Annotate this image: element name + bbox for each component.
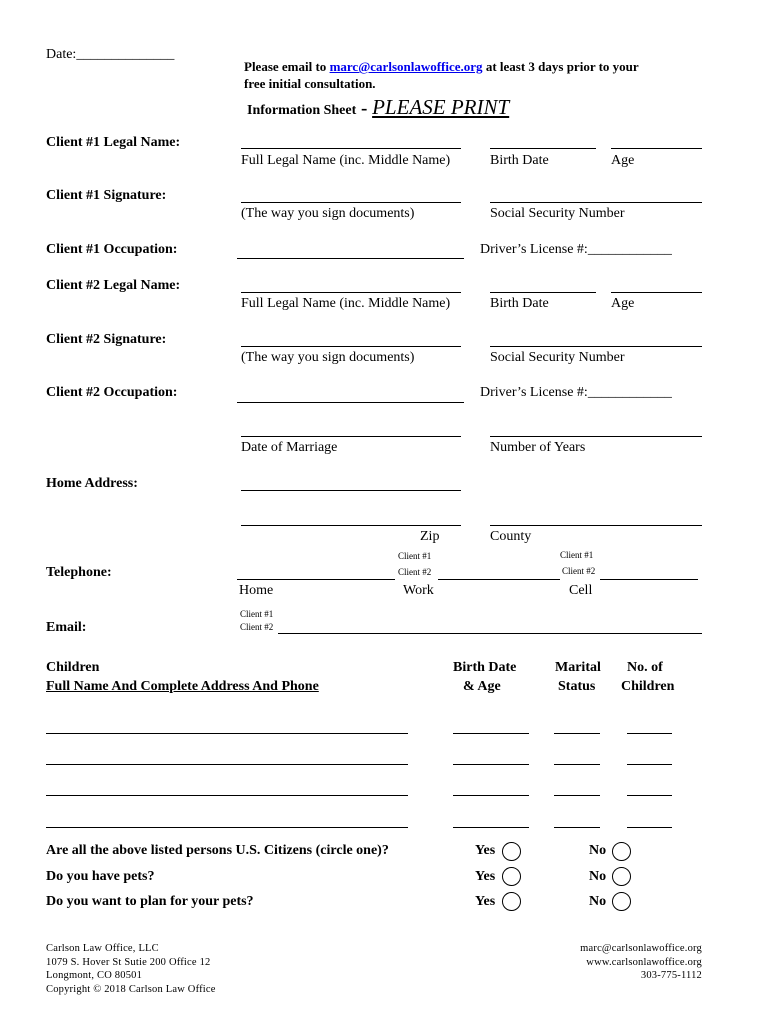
email-link[interactable]: marc@carlsonlawoffice.org: [329, 59, 483, 74]
email-instruction-line2: free initial consultation.: [244, 76, 376, 91]
child-row-3-birth-field[interactable]: [453, 795, 529, 796]
client1-occupation-label: Client #1 Occupation:: [46, 242, 178, 257]
child-row-2-birth-field[interactable]: [453, 764, 529, 765]
footer-right: [580, 942, 702, 983]
client2-drivers-license[interactable]: Driver’s License #:____________: [480, 385, 672, 400]
child-row-2-name-field[interactable]: [46, 764, 408, 765]
pets-yes-circle[interactable]: [502, 867, 521, 886]
home-address-county-field[interactable]: [490, 525, 702, 526]
plan-pets-yes-circle[interactable]: [502, 892, 521, 911]
full-legal-name-caption: Full Legal Name (inc. Middle Name): [241, 153, 451, 168]
pets-no-label: No: [589, 869, 607, 884]
status-header: Status: [558, 679, 596, 694]
citizens-yes-label: Yes: [475, 843, 496, 858]
cell-client1-caption: Client #1: [560, 550, 594, 560]
marital-header: Marital: [555, 660, 601, 675]
home-caption: Home: [239, 583, 274, 598]
question-citizens: Are all the above listed persons U.S. Citizens (circle one)?: [46, 843, 389, 858]
info-sheet-title: Information Sheet: [247, 103, 357, 118]
child-row-1-count-field[interactable]: [627, 733, 672, 734]
child-row-1-marital-field[interactable]: [554, 733, 600, 734]
ssn-caption: Social Security Number: [490, 206, 625, 221]
email-client2-caption: Client #2: [240, 622, 274, 632]
question-pets: Do you have pets?: [46, 869, 155, 884]
age-caption: Age: [611, 153, 635, 168]
form-title: [247, 95, 509, 120]
plan-pets-no-label: No: [589, 894, 607, 909]
child-row-4-marital-field[interactable]: [554, 827, 600, 828]
child-row-4-count-field[interactable]: [627, 827, 672, 828]
client1-drivers-license[interactable]: Driver’s License #:____________: [480, 242, 672, 257]
child-row-4-birth-field[interactable]: [453, 827, 529, 828]
county-caption: County: [490, 529, 532, 544]
birth-date-caption: Birth Date: [490, 153, 549, 168]
birth-date-caption: Birth Date: [490, 296, 549, 311]
work-client2-caption: Client #2: [398, 567, 432, 577]
way-sign-caption: (The way you sign documents): [241, 350, 415, 365]
footer-street: 1079 S. Hover St Sutie 200 Office 12: [46, 956, 211, 968]
cell-client2-caption: Client #2: [562, 566, 596, 576]
number-of-years-field[interactable]: [490, 436, 702, 437]
title-dash: -: [356, 98, 373, 119]
footer-copyright: Copyright © 2018 Carlson Law Office: [46, 983, 216, 995]
client2-ssn-field[interactable]: [490, 346, 702, 347]
date-label: Date:______________: [46, 47, 175, 62]
please-print: PLEASE PRINT: [372, 95, 510, 119]
client1-birth-date-field[interactable]: [490, 148, 596, 149]
client1-occupation-field[interactable]: [237, 258, 464, 259]
client2-signature-label: Client #2 Signature:: [46, 332, 167, 347]
children-count-header: Children: [621, 679, 675, 694]
client2-occupation-label: Client #2 Occupation:: [46, 385, 178, 400]
footer-website[interactable]: www.carlsonlawoffice.org: [586, 956, 702, 968]
client2-legal-name-label: Client #2 Legal Name:: [46, 278, 181, 293]
email-instruction-pre: Please email to: [244, 59, 330, 74]
child-row-2-marital-field[interactable]: [554, 764, 600, 765]
work-client1-caption: Client #1: [398, 551, 432, 561]
client1-legal-name-field[interactable]: [241, 148, 461, 149]
ssn-caption: Social Security Number: [490, 350, 625, 365]
full-legal-name-caption: Full Legal Name (inc. Middle Name): [241, 296, 451, 311]
telephone-label: Telephone:: [46, 565, 112, 580]
home-address-label: Home Address:: [46, 476, 138, 491]
footer-company: Carlson Law Office, LLC: [46, 943, 159, 954]
no-of-header: No. of: [627, 660, 663, 675]
home-address-zip-field[interactable]: [241, 525, 461, 526]
children-subtitle: Full Name And Complete Address And Phone: [46, 679, 319, 694]
client1-ssn-field[interactable]: [490, 202, 702, 203]
children-title: Children: [46, 660, 100, 675]
age-caption: Age: [611, 296, 635, 311]
home-phone-field[interactable]: [237, 579, 395, 580]
child-row-3-count-field[interactable]: [627, 795, 672, 796]
email-client1-caption: Client #1: [240, 609, 274, 619]
plan-pets-yes-label: Yes: [475, 894, 496, 909]
client2-signature-field[interactable]: [241, 346, 461, 347]
footer-city: Longmont, CO 80501: [46, 970, 143, 981]
client2-birth-date-field[interactable]: [490, 292, 596, 293]
client2-occupation-field[interactable]: [237, 402, 464, 403]
email-field[interactable]: [278, 633, 702, 634]
pets-no-circle[interactable]: [612, 867, 631, 886]
home-address-line1-field[interactable]: [241, 490, 461, 491]
child-row-3-marital-field[interactable]: [554, 795, 600, 796]
client1-age-field[interactable]: [611, 148, 702, 149]
cell-phone-field[interactable]: [600, 579, 698, 580]
footer-left: [46, 942, 216, 996]
citizens-no-label: No: [589, 843, 607, 858]
work-caption: Work: [403, 583, 434, 598]
footer-phone: 303-775-1112: [640, 970, 702, 981]
child-row-2-count-field[interactable]: [627, 764, 672, 765]
children-birth-date-header: Birth Date: [453, 660, 517, 675]
number-of-years-caption: Number of Years: [490, 440, 586, 455]
client1-signature-field[interactable]: [241, 202, 461, 203]
child-row-1-birth-field[interactable]: [453, 733, 529, 734]
children-age-header: & Age: [463, 679, 501, 694]
question-plan-pets: Do you want to plan for your pets?: [46, 894, 254, 909]
email-instruction-post: at least 3 days prior to your: [482, 59, 639, 74]
zip-caption: Zip: [420, 529, 440, 544]
client2-age-field[interactable]: [611, 292, 702, 293]
work-phone-field[interactable]: [438, 579, 560, 580]
email-label: Email:: [46, 620, 87, 635]
cell-caption: Cell: [569, 583, 593, 598]
child-row-4-name-field[interactable]: [46, 827, 408, 828]
citizens-yes-circle[interactable]: [502, 842, 521, 861]
way-sign-caption: (The way you sign documents): [241, 206, 415, 221]
plan-pets-no-circle[interactable]: [612, 892, 631, 911]
email-instruction: [244, 59, 639, 75]
date-of-marriage-caption: Date of Marriage: [241, 440, 338, 455]
pets-yes-label: Yes: [475, 869, 496, 884]
footer-email[interactable]: marc@carlsonlawoffice.org: [580, 943, 702, 954]
child-row-1-name-field[interactable]: [46, 733, 408, 734]
citizens-no-circle[interactable]: [612, 842, 631, 861]
client1-signature-label: Client #1 Signature:: [46, 188, 167, 203]
client2-legal-name-field[interactable]: [241, 292, 461, 293]
client1-legal-name-label: Client #1 Legal Name:: [46, 135, 181, 150]
child-row-3-name-field[interactable]: [46, 795, 408, 796]
date-of-marriage-field[interactable]: [241, 436, 461, 437]
